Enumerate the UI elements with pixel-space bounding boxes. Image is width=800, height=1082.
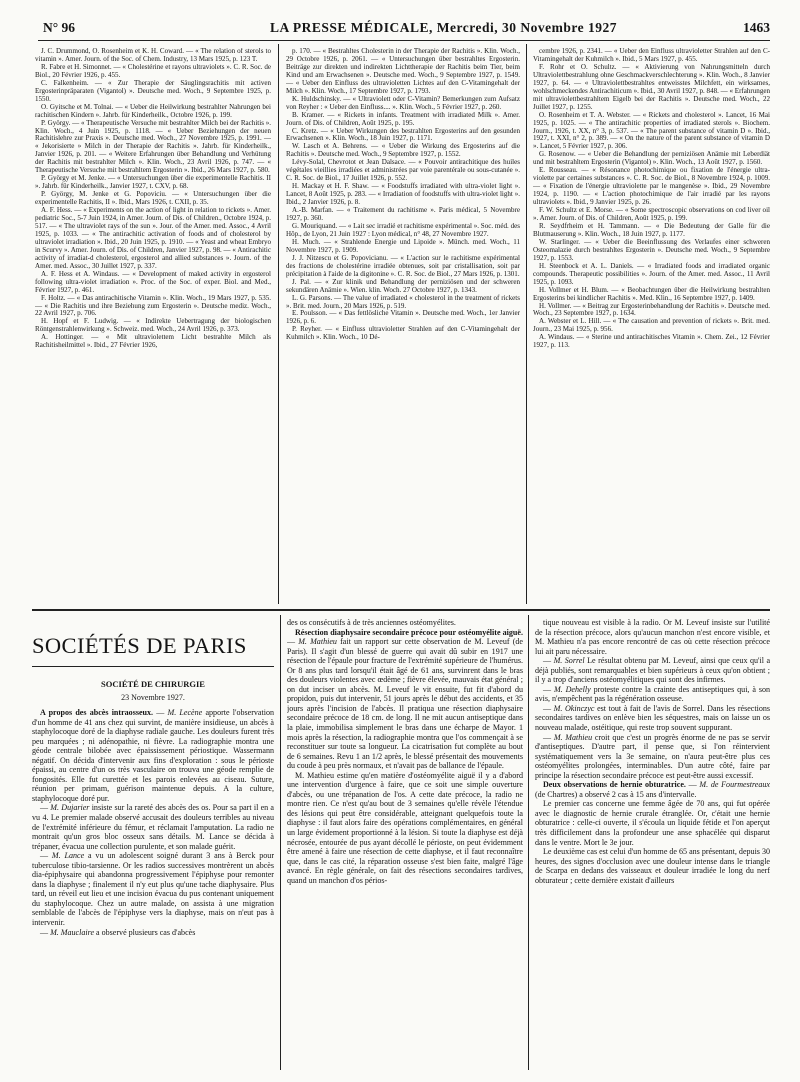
report-paragraph bbox=[535, 618, 770, 656]
journal-title: LA PRESSE MÉDICALE, Mercredi, 30 Novembre 1927 bbox=[270, 20, 617, 35]
bibliography-entry: R. Fabre et H. Simonnet. — « Cholestérine et rayons ultraviolets ». C. R. Soc. de Biol., 20 Février 1926, p. 455. bbox=[35, 62, 271, 79]
column-rule bbox=[526, 44, 527, 604]
bibliography-entry: J. Pal. — « Zur klinik und Behandlung der perniziösen und der schweren sekundären Anämie ». Wien. klin. Woch. 27 Octobre 1927, p. 1343. bbox=[286, 277, 520, 294]
bibliography-entry: C. Falkenheim. — « Zur Therapie der Säuglingsrachitis mit activen Ergosterinpräparaten (Vigantol) ». Deutsche med. Woch., 9 Septembre 1925, p. 1550. bbox=[35, 78, 271, 103]
bibliography-entry: P. György. — « Therapeutische Versuche mit bestrahlter Milch bei der Rachitis ». Klin. Woch., 4 Juin 1925, p. 1118. — « Ueber Beziehungen der neuen Rachitislehre zur Praxis ». Deutsche med. Woch., 27 Novembre 1925, p. 1991. — « Jekorisierte » Milch in der Therapie der Rachitis ». Jahrb. für Kinderheilk., Janvier 1926, p. 201. — « Weitere Erfahrungen über Behandlung und Verhütung der Rachitis mit bestrahlter Milch ». Klin. Woch., 23 Avril 1926, p. 747. — « Therapeutische Versuche mit bestrahltem Ergosterin ». Ibid., 26 Mars 1927, p. 580. bbox=[35, 118, 271, 175]
speaker-name: M. Mathieu bbox=[553, 732, 593, 742]
speaker-name: M. Okinczyc bbox=[553, 703, 595, 713]
bibliography-entry: G. Mouriquand. — « Lait sec irradié et rachitisme expérimental ». Soc. méd. des Hôp., de Lyon, 21 Juin 1927 : Lyon médical, n° 48, 27 Novembre 1927. bbox=[286, 221, 520, 238]
report-text: insiste sur la rareté des abcès des os. Pour sa part il en a vu 4. Le premier malade observé accusait des douleurs terribles au niveau de l'extrémité inférieure du fémur, et réclamait l'amputation. La radio ne montrait qu'un gros bloc osseux sans détails. M. Lance se décida à trépaner, évacua une collection purulente, et son malade guérit. bbox=[32, 803, 274, 851]
session-date: 23 Novembre 1927. bbox=[121, 693, 185, 702]
bibliography-entry: H. Hopf et F. Ludwig. — « Indirekte Uebertragung der biologischen Röntgenstrahlenwirkung ». Schweiz. med. Woch., 24 Avril 1926, p. 373. bbox=[35, 317, 271, 334]
column-rule bbox=[278, 44, 279, 604]
speaker-name: M. Sorrel bbox=[553, 656, 585, 666]
report-paragraph bbox=[287, 771, 523, 886]
report-text: tique nouveau est visible à la radio. Or M. Leveuf insiste sur l'utilité de la résection précoce, alors qu'aucun manchon n'est encore visible, et M. Mathieu n'a pas encore rencontré de cas où cette résection précoce lui ait paru nécessaire. bbox=[535, 618, 770, 656]
bibliography-entry: J. C. Drummond, O. Rosenheim et K. H. Coward. — « The relation of sterols to vitamin ». Amer. Journ. of the Soc. of Chem. Industry, 13 Mars 1925, p. 123 T. bbox=[35, 48, 271, 63]
report-text: a vu un adolescent soigné durant 3 ans à Berck pour tuberculose tibio-tarsienne. Or les radios successives montrèrent un abcès dia-épiphysaire qui abandonna progressivement l'épiphyse pour remonter dans la diaphyse ; finalement il n'y eut plus qu'une tache diaphysaire. Plus tard, un réveil eut lieu et une incision évacua du pus contenant uniquement du staphylocoque. Chez un autre malade, on assista à une migration semblable de l'abcès de l'épiphyse vers la diaphyse, mais on n'eut pas à intervenir. bbox=[32, 851, 274, 928]
column-rule bbox=[528, 615, 529, 1070]
speaker-name: M. Dujarier bbox=[50, 803, 90, 813]
bibliography-column-3 bbox=[533, 48, 770, 603]
bibliography-entry: P. György, M. Jenke et G. Popoviciu. — « Untersuchungen über die experimentelle Rachitis, II ». Ibid., Mars 1926, t. CXII, p. 35. bbox=[35, 190, 271, 207]
bibliography-entry: P. György et M. Jenke. — « Untersuchungen über die experimentelle Rachitis. II ». Jahrb. für Kinderheilk., Janvier 1927, t. CXV, p. 68. bbox=[35, 174, 271, 191]
bibliography-entry: H. Much. — « Strahlende Energie und Lipoide ». Münch. med. Woch., 11 Novembre 1927, p. 1909. bbox=[286, 237, 520, 254]
report-text: M. Mathieu estime qu'en matière d'ostéomyélite aiguë il y a d'abord une intervention d'urgence à faire, que ce soit une simple ouverture d'abcès, ou une trépanation de l'os. A cette date précoce, la radio ne montre rien. Ce n'est qu'au bout de 3 semaines qu'elle révèle l'étendue des lésions qui peut être considérable, atteignant quelquefois toute la diaphyse : il faut alors faire des opérations complémentaires, en général un large évidement proportionné à la lésion. Si toute la diaphyse est déjà nécrosée, entourée de pus ayant décollé le périoste, on peut évidemment être amené à faire une résection de cette diaphyse, et il faut reconnaître que, dans le cas cité, la réparation osseuse s'est bien faite, malgré l'âge avancé. En règle générale, on fait des résections secondaires tardives, quand un manchon d'os périos- bbox=[287, 770, 523, 885]
bibliography-entry: R. Seydfrheim et H. Tammann. — « Die Bedeutung der Galle für die Blutmauserung ». Klin. Woch., 18 Juin 1927, p. 1177. bbox=[533, 221, 770, 238]
report-text: Le deuxième cas est celui d'un homme de 65 ans présentant, depuis 30 heures, des signes d'occlusion avec une douleur intense dans le triangle de Scarpa en dedans des vaisseaux et douleur irradiée le long du nerf obturateur ; cette dernière existait d'ailleurs bbox=[535, 847, 770, 885]
society-column-1 bbox=[32, 708, 274, 1068]
section-title: SOCIÉTÉS DE PARIS bbox=[32, 633, 247, 658]
speaker-name: M. Mauclaire bbox=[50, 927, 95, 937]
issue-number: N° 96 bbox=[43, 20, 76, 35]
bibliography-entry: L. G. Parsons. — The value of irradiated « cholesterol in the treatment of rickets ». Brit. med. Journ., 20 Mars 1926, p. 519. bbox=[286, 293, 520, 310]
report-text: Le résultat obtenu par M. Leveuf, ainsi que ceux qu'il a déjà publiés, sont remarquables et bien supérieurs à ceux qu'on obtient ; il y a trop d'anciens ostéomyélitiques qui sont des infirmes. bbox=[535, 656, 770, 685]
bibliography-entry: p. 170. — « Bestrahltes Cholesterin in der Therapie der Rachitis ». Klin. Woch., 29 Octobre 1926, p. 2061. — « Untersuchungen über bestrahltes Ergosterin. Beiträge zur direkten und indirekten Lichttherapie der Rachitis beim Tier, beim Kind und am Erwachsenen ». Deutsche med. Woch., 9 Septembre 1927, p. 1549. — « Ueber den Einfluss des ultravioletten Lichtes auf den C-Vitamingehalt der Milch ». Klin. Woch., 17 Septembre 1927, p. 1793. bbox=[286, 48, 520, 95]
report-paragraph: — M. Sorrel Le résultat obtenu par M. Leveuf, ainsi que ceux qu'il a déjà publiés, sont remarquables et bien supérieurs à ceux qu'on obtient ; il y a trop d'anciens ostéomyélitiques qui sont des infirmes. bbox=[535, 656, 770, 685]
report-text: proteste contre la crainte des antiseptiques qui, à son avis, n'empêchent pas la régénération osseuse. bbox=[535, 684, 770, 704]
bibliography-entry: B. Kramer. — « Rickets in infants. Treatment with irradiated Milk ». Amer. Journ. of Dis. of Children, Août 1925, p. 195. bbox=[286, 110, 520, 127]
bibliography-entry: cembre 1926, p. 2341. — « Ueber den Einfluss ultravioletter Strahlen auf den C-Vitamingehalt der Kuhmilch ». Ibid., 5 Mars 1927, p. 455. bbox=[533, 48, 770, 63]
bibliography-entry: H. Vollmer et H. Blum. — « Beobachtungen über die Heilwirkung bestrahlten Ergosterins bei kindlicher Rachitis ». Med. Klin., 16 Septembre 1927, p. 1409. bbox=[533, 285, 770, 302]
society-name: SOCIÉTÉ DE CHIRURGIE bbox=[101, 679, 205, 689]
bibliography-entry: A. F. Hess et A. Windaus. — « Development of maked activity in ergosterol following ultra-violet irradiation ». Proc. of the Soc. of exper. Biol. and Med., Février 1927, p. 461. bbox=[35, 269, 271, 294]
report-paragraph: Résection diaphysaire secondaire précoce pour ostéomyélite aiguë. — M. Mathieu fait un rapport sur cette observation de M. Leveuf (de Paris). Il s'agit d'un blessé de guerre qui avait dû subir en 1917 une résection de l'épaule pour fracture de l'extrémité supérieure de l'humérus. Or 8 ans plus tard lorsqu'il était âgé de 61 ans, survinrent dans le bras des douleurs violentes avec œdème ; fièvre élevée, mauvais état général ; on dut inciser un abcès. M. Leveuf le vit ensuite, fut fit d'abord du propidon, puis dut intervenir, 51 jours après le début des accidents, et 35 jours après l'incision de l'abcès. Il pratiqua une résection diaphysaire secondaire précoce de 18 cm. de long. Il ne mit aucun antiseptique dans la plaie, immobilisa simplement le bras dans une écharpe de Mayor. 1 mois après la résection, la radiographie montra que l'os commençait à se reconstituer sur toute sa longueur. La cicatrisation fut complète au bout de 6 semaines. Revu 1 an 1/2 après, le blessé présentait des mouvements du coude à peu près normaux, et n'avait pas de ballance de l'épaule. bbox=[287, 627, 523, 771]
bibliography-entry: C. Kretz. — « Ueber Wirkungen des bestrahlten Ergosterins auf den gesunden Erwachsenen ». Klin. Woch., 18 Juin 1927, p. 1171. bbox=[286, 126, 520, 143]
bibliography-entry: A. Hottinger. — « Mit ultraviolettem Licht bestrahlte Milch als Rachitisheilmittel ». Ibid., 27 Février 1926, bbox=[35, 333, 271, 350]
report-paragraph: — M. Dujarier insiste sur la rareté des abcès des os. Pour sa part il en a vu 4. Le premier malade observé accusait des douleurs terribles au niveau de l'extrémité inférieure du fémur, et réclamait l'amputation. La radio ne montrait qu'un gros bloc osseux sans détails. M. Lance se décida à trépaner, évacua une collection purulente, et son malade guérit. bbox=[32, 803, 274, 851]
bibliography-entry: A. F. Hess. — « Experiments on the action of light in relation to rickets ». Amer. pediatric Soc., 5-7 Juin 1924, in Amer. Journ. of Dis. of Children., Octobre 1924, p. 517. — « The ultraviolet rays of the sun ». Jour. of the Amer. med. Assoc., 4 Avril 1925, p. 1033. — « The antirachitic activation of foods and of cholesterol by ultraviolet irradiation ». Ibid., 20 Juin 1925, p. 1910. — « Yeast and wheat Embryo in Scurvy ». Amer. Journ. of Dis. of Children, Janvier 1927, p. 98. — « Antirachitic activity of irradiat-d cholesterol, ergosterol and allied substances ». Journ. of the Amer. med. Assoc., 30 Juillet 1927, p. 337. bbox=[35, 206, 271, 270]
bibliography-entry: F. Holtz. — « Das antirachitische Vitamin ». Klin. Woch., 19 Mars 1927, p. 535. — « Die Rachitis und ihre Beziehung zum Ergosterin ». Deutsche mediz. Woch., 22 Avril 1927, p. 706. bbox=[35, 293, 271, 318]
report-paragraph: A propos des abcès intraosseux. — M. Lecène apporte l'observation d'un homme de 41 ans chez qui survint, de manière insidieuse, un abcès à staphylocoque doré de la diaphyse radiale gauche. Les douleurs furent très peu marquées ; ni adénopathie, ni fièvre. La radiographie montra une géode centrale bilobée avec épaississement périostique. Wassermann négatif. On décida d'intervenir aux fins d'exploration : sous le périoste épaissi, au centre d'un os très vasculaire on trouva une géode remplie de fongosités. Elle fut curettée et les parois enlevées au ciseau. Suture, réunion per primam, guérison maintenue depuis. A la culture, staphylocoque doré pur. bbox=[32, 708, 274, 803]
report-paragraph: — M. Lance a vu un adolescent soigné durant 3 ans à Berck pour tuberculose tibio-tarsienne. Or les radios successives montrèrent un abcès dia-épiphysaire qui abandonna progressivement l'épiphyse pour remonter dans la diaphyse ; finalement il n'y eut plus qu'une tache diaphysaire. Plus tard, un réveil eut lieu et une incision évacua du pus contenant uniquement du staphylocoque. Chez un autre malade, on assista à une migration semblable de l'abcès de l'épiphyse vers la diaphyse, mais on n'eut pas à intervenir. bbox=[32, 851, 274, 928]
report-text: apporte l'observation d'un homme de 41 ans chez qui survint, de manière insidieuse, un abcès à staphylocoque doré de la diaphyse radiale gauche. Les douleurs furent très peu marquées ; ni adénopathie, ni fièvre. La radiographie montra une géode centrale bilobée avec épaississement périostique. Wassermann négatif. On décida d'intervenir aux fins d'exploration : sous le périoste épaissi, au centre d'un os très vasculaire on trouva une géode remplie de fongosités. Elle fut curettée et les parois enlevées au ciseau. Suture, réunion per primam, guérison maintenue depuis. A la culture, staphylocoque doré pur. bbox=[32, 708, 274, 803]
report-paragraph: — M. Dehelly proteste contre la crainte des antiseptiques qui, à son avis, n'empêchent pas la régénération osseuse. bbox=[535, 684, 770, 704]
report-heading: A propos des abcès intraosseux. bbox=[40, 708, 154, 717]
bibliography-entry: A.-B. Marfan. — « Traitement du rachitisme ». Paris médical, 5 Novembre 1927, p. 360. bbox=[286, 206, 520, 223]
report-heading: Deux observations de hernie obturatrice. bbox=[543, 780, 686, 790]
column-rule bbox=[280, 615, 281, 1070]
report-paragraph: — M. Okinczyc est tout à fait de l'avis de Sorrel. Dans les résections secondaires tardives on enlève bien les séquestres, mais on laisse un os nouveau malade, ostéitique, qui reste trop souvent suppurant. bbox=[535, 703, 770, 733]
bibliography-entry: Lévy-Solal, Chevrotot et Jean Dalsace. — « Pouvoir antirachitique des huiles végétales vieillies irradiées et administrées par voie parentérale ou sous-cutanée ». C. R. Soc. de Biol., 17 Juillet 1926, p. 552. bbox=[286, 158, 520, 183]
report-text: fait un rapport sur cette observation de M. Leveuf (de Paris). Il s'agit d'un blessé de guerre qui avait dû subir en 1917 une résection de l'épaule pour fracture de l'extrémité supérieure de l'humérus. Or 8 ans plus tard lorsqu'il était âgé de 61 ans, survinrent dans le bras des douleurs violentes avec œdème ; fièvre élevée, mauvais état général ; on dut inciser un abcès. M. Leveuf le vit ensuite, fut fit d'abord du propidon, puis dut intervenir, 51 jours après le début des accidents, et 35 jours après l'incision de l'abcès. Il pratiqua une résection diaphysaire secondaire précoce de 18 cm. de long. Il ne mit aucun antiseptique dans la plaie, immobilisa simplement le bras dans une écharpe de Mayor. 1 mois après la résection, la radiographie montra que l'os commençait à se reconstituer sur toute sa longueur. La cicatrisation fut complète au bout de 6 semaines. Revu 1 an 1/2 après, le blessé présentait des mouvements du coude à peu près normaux, et n'avait pas de ballance de l'épaule. bbox=[287, 637, 523, 771]
bibliography-entry: A. Windaus. — « Sterine und antirachitisches Vitamin ». Chem. Zei., 12 Février 1927, p. 113. bbox=[533, 333, 770, 350]
report-paragraph: — M. Mathieu croit que c'est un progrès énorme de ne pas se servir d'antiseptiques. D'autre part, il pense que, si l'on réintervient systématiquement vers la 3e semaine, on n'aura peut-être plus ces ostéomyélites prolongées, interminables. D'un autre côté, faire par principe la résection secondaire précoce est peut-être aussi excessif. bbox=[535, 732, 770, 780]
report-text: a observé plusieurs cas d'abcès bbox=[96, 927, 196, 937]
bibliography-entry: J. J. Nitzescu et G. Popovicianu. — « L'action sur le rachitisme expérimental des fractions de cholestérine irradiée obtenues, soit par cristallisation, soit par précipitation à l'aide de la digitonine ». C. R. Soc. de Biol., 27 Mars 1926, p. 1301. bbox=[286, 253, 520, 278]
page-number: 1463 bbox=[743, 20, 770, 35]
page-header bbox=[35, 20, 770, 40]
bibliography-entry: G. Rosenow. — « Ueber die Behandlung der perniziösen Anämie mit Leberdiät und mit bestrahltem Ergosterin (Vigantol) ». Klin. Woch., 13 Août 1927, p. 1560. bbox=[533, 150, 770, 167]
bibliography-entry: O. Gyitsche et M. Tolnai. — « Ueber die Heilwirkung bestrahlter Nahrungen bei rachitischen Kindern ». Jahrb. für Kinderheilk., Octobre 1926, p. 199. bbox=[35, 102, 271, 119]
report-heading: Résection diaphysaire secondaire précoce pour ostéomyélite aiguë. bbox=[295, 627, 523, 637]
bibliography-column-2 bbox=[286, 48, 520, 603]
section-rule bbox=[32, 609, 770, 611]
bibliography-entry: E. Rousseau. — « Résonance photochimique ou fixation de l'énergie ultra-violette par certaines substances ». C. R. Soc. de Biol., 8 Novembre 1924, p. 1009. — « Fixation de l'énergie ultraviolette par le mangenèse ». Ibid., 29 Novembre 1924, p. 1190. — « L'action photochimique de l'air irradié par les rayons ultraviolets ». Ibid., 9 Janvier 1925, p. 26. bbox=[533, 166, 770, 207]
speaker-name: M. Mathieu bbox=[298, 637, 337, 647]
bibliography-entry: K. Huldschinsky. — « Ultraviolett oder C-Vitamin? Bemerkungen zum Aufsatz von Reyher : « Ueber den Einfluss.... ». Klin. Woch., 5 Février 1927, p. 260. bbox=[286, 94, 520, 111]
speaker-name: M. Lance bbox=[51, 851, 85, 861]
bibliography-entry: P. Reyher. — « Einfluss ultravioletter Strahlen auf den C-Vitamingehalt der Kuhmilch ». Klin. Woch., 10 Dé- bbox=[286, 325, 520, 342]
report-text: Le premier cas concerne une femme âgée de 70 ans, qui fut opérée avec le diagnostic de hernie crurale étranglée. Or, c'était une hernie obturatrice : celle-ci ouverte, il s'écoula un liquide fétide et l'on aperçut très difficilement dans la profondeur une anse sphacélée qui disparut dans le ventre. Mort le 3e jour. bbox=[535, 799, 770, 847]
report-paragraph bbox=[535, 799, 770, 847]
bibliography-entry: H. Mackay et H. F. Shaw. — « Foodstuffs irradiated with ultra-violet light ». Lancet, 8 Août 1925, p. 283. — « Irradiation of foodstuffs with ultra-violet light ». Ibid., 2 Janvier 1926, p. 8. bbox=[286, 182, 520, 207]
bibliography-entry: W. Starlinger. — « Ueber die Beeinflussung des Verlaufes einer schweren Osteomalazie durch bestrahltes Ergosterin ». Deutsche med. Woch., 9 Septembre 1927, p. 1553. bbox=[533, 237, 770, 262]
speaker-name: M. Dehelly bbox=[553, 684, 591, 694]
report-paragraph: — M. Mauclaire a observé plusieurs cas d'abcès bbox=[40, 927, 196, 937]
bibliography-entry: F. Rohr et O. Schultz. — « Aktivierung von Nahrungsmitteln durch Ultraviolettbestrahlung ohne Geschmackverschlechterung ». Klin. Woch., 8 Janvier 1927, p. 64. — « Ultraviolettbestrahltes entweisstes Milchfett, ein wirksames, wohlschmeckendes Antirachiticum ». Ibid., 30 Avril 1927, p. 848. — « Erfahrungen mit ultraviolettbestrahltem Eigelb bei der Rachitis ». Deutsche med. Woch., 22 Juillet 1927, p. 1255. bbox=[533, 62, 770, 111]
speaker-name: M. Lecène bbox=[167, 708, 203, 717]
report-text: est tout à fait de l'avis de Sorrel. Dans les résections secondaires tardives on enlève bien les séquestres, mais on laisse un os nouveau malade, ostéitique, qui reste trop souvent suppurant. bbox=[535, 703, 770, 733]
bibliography-entry: E. Poulsson. — « Das fettlösliche Vitamin ». Deutsche med. Woch., 1er Janvier 1926, p. 6. bbox=[286, 309, 520, 326]
report-text: croit que c'est un progrès énorme de ne pas se servir d'antiseptiques. D'autre part, il pense que, si l'on réintervient systématiquement vers la 3e semaine, on n'aura peut-être plus ces ostéomyélites prolongées, interminables. D'un autre côté, faire par principe la résection secondaire précoce est peut-être aussi excessif. bbox=[535, 732, 770, 780]
society-column-2 bbox=[287, 618, 523, 1068]
bibliography-entry: O. Rosenheim et T. A. Webster. — « Rickets and cholesterol ». Lancet, 16 Mai 1925, p. 1025. — « The antirachitic properties of irradiated sterols ». Biochem. Journ., 1926, t. XX, n° 3, p. 537. — « The parent substance of vitamin D ». Ibid., 1927, t. XXI, n° 2, p. 389. — « On the nature of the parent substance of vitamin D ». Lancet, 5 Février 1927, p. 306. bbox=[533, 110, 770, 151]
bibliography-entry: W. Lasch et A. Behrens. — « Ueber die Wirkung des Ergosterins auf die Rachitis ». Deutsche med. Woch., 9 Septembre 1927, p. 1552. bbox=[286, 142, 520, 159]
report-text: des os consécutifs à de très anciennes ostéomyélites. bbox=[287, 618, 456, 627]
bibliography-entry: F. W. Schultz et E. Morse. — « Some spectroscopic observations on cod liver oil ». Amer. Journ. of Dis. of Children, Août 1925, p. 199. bbox=[533, 206, 770, 223]
bibliography-entry: H. Steenbock et A. L. Daniels. — « Irradiated foods and irradiated organic compounds. Therapeutic possibilities ». Journ. of the Amer. med. Assoc., 11 Avril 1925, p. 1093. bbox=[533, 261, 770, 286]
report-paragraph bbox=[535, 847, 770, 885]
title-rule bbox=[32, 666, 274, 667]
report-paragraph: Deux observations de hernie obturatrice. — M. de Fourmestreaux (de Chartres) a observé 2 cas à 15 ans d'intervalle. bbox=[535, 780, 770, 799]
bibliography-column-1 bbox=[35, 48, 271, 603]
header-rule bbox=[38, 40, 770, 41]
society-column-3 bbox=[535, 618, 770, 1068]
report-paragraph bbox=[287, 618, 523, 628]
bibliography-entry: H. Vollmer. — « Beitrag zur Ergosterinbehandlung der Rachitis ». Deutsche med. Woch., 23 Septembre 1927, p. 1634. bbox=[533, 301, 770, 318]
speaker-name: M. de Fourmestreaux bbox=[699, 780, 770, 790]
bibliography-entry: A. Webster et L. Hill. — « The causation and prevention of rickets ». Brit. med. Journ., 23 Mai 1925, p. 956. bbox=[533, 317, 770, 334]
report-text: (de Chartres) a observé 2 cas à 15 ans d'intervalle. bbox=[535, 789, 697, 799]
